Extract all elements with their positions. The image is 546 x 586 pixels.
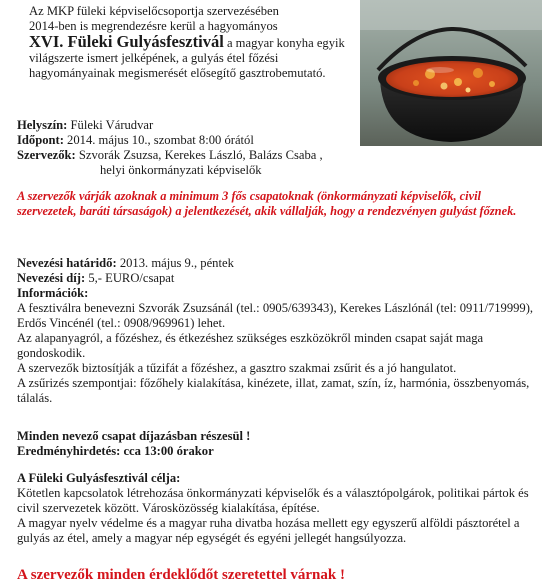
festival-title: XVI. Füleki Gulyásfesztivál xyxy=(29,32,224,51)
organizers-row-2: helyi önkormányzati képviselők xyxy=(100,163,262,177)
date-row xyxy=(17,133,347,148)
intro-line-3-rest: a magyar konyha egyik xyxy=(223,36,345,50)
info-ingredients: Az alapanyagról, a főzéshez, és étkezéshez szükséges eszközökről minden csapat saját maga gondoskodik. xyxy=(17,331,484,360)
cauldron-goulash-photo xyxy=(360,0,542,146)
info-contacts: A fesztiválra benevezni Szvorák Zsuzsánál (tel.: 0905/639343), Kerekes Lászlónál (tel: 0911/719999), Erdős Vincénél (tel.: 0908/969961) lehet. xyxy=(17,301,534,330)
organizers-row xyxy=(17,148,347,163)
team-call-notice: A szervezők várják azoknak a minimum 3 fős csapatoknak (önkormányzati képviselők, civil szervezetek, baráti társaságok) a jelentkezését, akik vállalják, hogy a rendezvényen gulyást főznek. xyxy=(17,189,517,218)
date-value: 2014. május 10., szombat 8:00 órától xyxy=(63,133,254,147)
organizers-label: Szervezők: xyxy=(17,148,76,162)
info-heading: Információk: xyxy=(17,286,89,300)
closing-invitation: A szervezők minden érdeklődőt szeretettel várnak ! xyxy=(17,567,345,583)
intro-line-4: világszerte ismert jelképének, a gulyás étel főzési xyxy=(29,51,279,65)
goal-text-2: A magyar nyelv védelme és a magyar ruha divatba hozása mellett egy egyszerű alföldi pásztorétel a gulyás az étel, amely a magyar nép egységét és egyéni jellegét hangsúlyozza. xyxy=(17,516,520,545)
organizers-value: Szvorák Zsuzsa, Kerekes László, Balázs Csaba , xyxy=(75,148,323,162)
goal-block xyxy=(17,471,537,546)
deadline-row xyxy=(17,256,542,271)
fee-row xyxy=(17,271,542,286)
intro-block xyxy=(29,4,354,81)
fee-value: 5,- EURO/csapat xyxy=(85,271,175,285)
deadline-value: 2013. május 9., péntek xyxy=(116,256,234,270)
info-criteria: A zsűrizés szempontjai: főzőhely kialakítása, kinézete, illat, zamat, szín, íz, harmónia, összbenyomás, tálalás. xyxy=(17,376,530,405)
info-organizers-provide: A szervezők biztosítják a tűzifát a főzéshez, a gasztro szakmai zsűrit és a jó hangulatot. xyxy=(17,361,457,375)
awards-block xyxy=(17,429,537,459)
intro-line-3 xyxy=(29,34,354,51)
results-line: Eredményhirdetés: cca 13:00 órakor xyxy=(17,444,214,458)
goal-title: A Füleki Gulyásfesztivál célja: xyxy=(17,471,181,485)
event-details xyxy=(17,118,347,178)
deadline-label: Nevezési határidő: xyxy=(17,256,117,270)
goal-text-1: Kötetlen kapcsolatok létrehozása önkormányzati képviselők és a választópolgárok, politikai pártok és civil szervezetek között. Városközösség kialakítása, építése. xyxy=(17,486,529,515)
venue-value: Füleki Várudvar xyxy=(67,118,154,132)
awards-line: Minden nevező csapat díjazásban részesül ! xyxy=(17,429,251,443)
intro-line-1: Az MKP füleki képviselőcsoportja szervezésében xyxy=(29,4,279,18)
venue-row xyxy=(17,118,347,133)
fee-label: Nevezési díj: xyxy=(17,271,86,285)
intro-line-5: hagyományainak megismerését elősegítő gasztrobemutató. xyxy=(29,66,326,80)
intro-line-2: 2014-ben is megrendezésre kerül a hagyományos xyxy=(29,19,278,33)
date-label: Időpont: xyxy=(17,133,64,147)
venue-label: Helyszín: xyxy=(17,118,68,132)
registration-block xyxy=(17,256,542,406)
